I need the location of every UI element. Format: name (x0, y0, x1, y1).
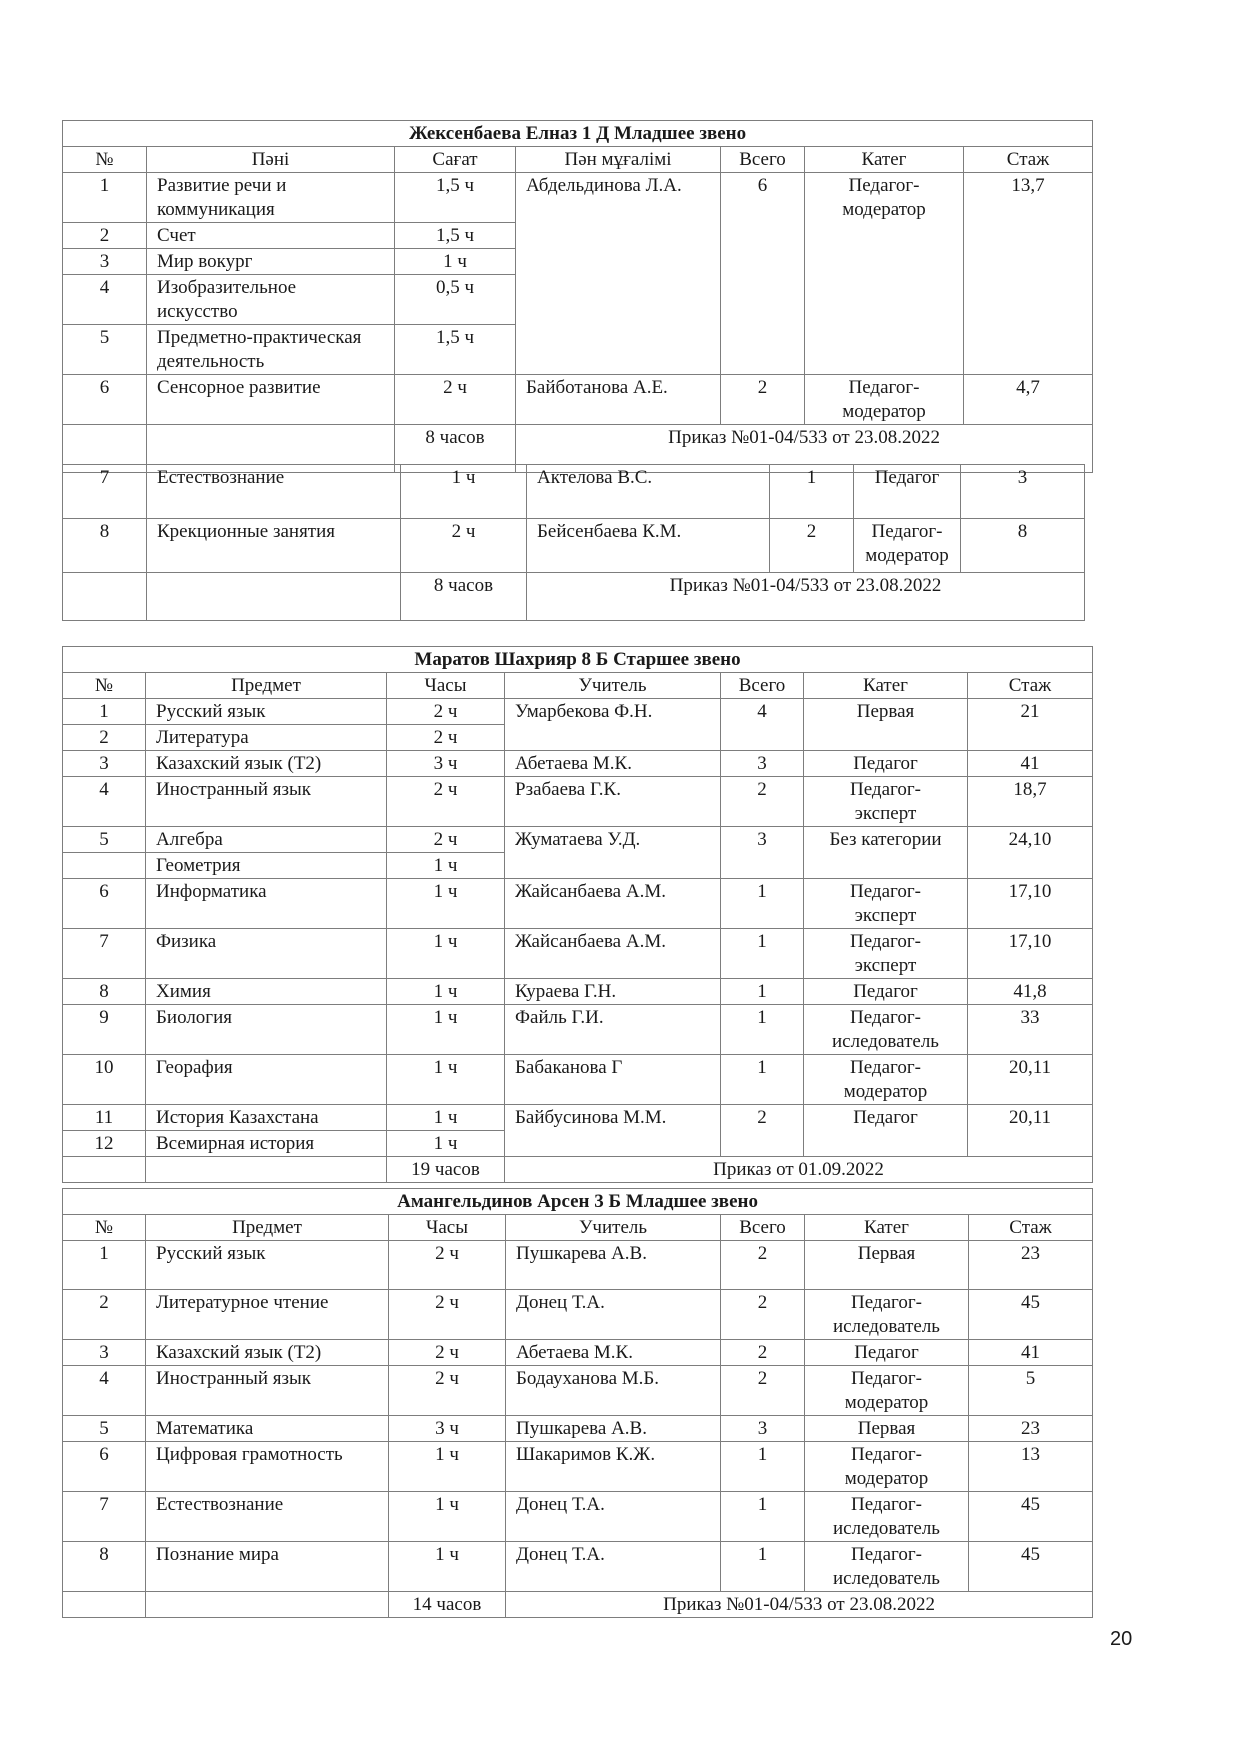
table-row (63, 699, 1093, 725)
teacher-cell: Шакаримов К.Ж. (506, 1442, 721, 1492)
subject-cell: Счет (147, 223, 395, 249)
total-row (63, 573, 1085, 621)
category-cell: Без категории (804, 827, 968, 879)
category-cell: Педагог- модератор (805, 1442, 969, 1492)
table-row (63, 1442, 1093, 1492)
hours-cell: 2 ч (389, 1366, 506, 1416)
header-number: № (63, 147, 147, 173)
table-row (63, 519, 1085, 573)
hours-cell: 1 ч (387, 1005, 505, 1055)
row-number: 9 (63, 1005, 146, 1055)
hours-total: 19 часов (387, 1157, 505, 1183)
hours-cell: 1 ч (387, 1055, 505, 1105)
row-number: 4 (63, 777, 146, 827)
teacher-cell: Актелова В.С. (527, 465, 770, 519)
total-cell: 6 (721, 173, 805, 375)
subject-cell: Математика (146, 1416, 389, 1442)
table-row (63, 879, 1093, 929)
subject-cell: История Казахстана (146, 1105, 387, 1131)
hours-cell: 1 ч (387, 929, 505, 979)
row-number: 7 (63, 465, 147, 519)
hours-cell: 2 ч (387, 827, 505, 853)
schedule-table-maratov (62, 646, 1093, 1183)
hours-cell: 1,5 ч (395, 173, 516, 223)
hours-cell: 2 ч (389, 1290, 506, 1340)
hours-cell: 2 ч (387, 725, 505, 751)
header-category: Катег (805, 1215, 969, 1241)
subject-cell: Георафия (146, 1055, 387, 1105)
hours-cell: 2 ч (387, 699, 505, 725)
row-number: 10 (63, 1055, 146, 1105)
subject-cell: Литературное чтение (146, 1290, 389, 1340)
category-cell: Первая (805, 1241, 969, 1290)
teacher-cell: Пушкарева А.В. (506, 1241, 721, 1290)
table-row (63, 1241, 1093, 1290)
row-number: 6 (63, 375, 147, 425)
row-number: 7 (63, 929, 146, 979)
row-number: 8 (63, 519, 147, 573)
row-number: 11 (63, 1105, 146, 1131)
table-row (63, 465, 1085, 519)
subject-cell: Мир вокург (147, 249, 395, 275)
teacher-cell: Жайсанбаева А.М. (505, 929, 721, 979)
header-total: Всего (721, 673, 804, 699)
total-cell: 1 (721, 1055, 804, 1105)
experience-cell: 23 (969, 1241, 1093, 1290)
table-row (63, 1105, 1093, 1131)
hours-cell: 1 ч (387, 879, 505, 929)
total-cell: 1 (721, 879, 804, 929)
category-cell: Педагог- иследователь (805, 1542, 969, 1592)
subject-cell: Физика (146, 929, 387, 979)
category-cell: Педагог- эксперт (804, 929, 968, 979)
experience-cell: 41 (969, 1340, 1093, 1366)
total-cell: 2 (721, 1290, 805, 1340)
row-number: 12 (63, 1131, 146, 1157)
header-number: № (63, 673, 146, 699)
table-row (63, 751, 1093, 777)
hours-total: 8 часов (395, 425, 516, 473)
table-row (63, 929, 1093, 979)
table-row (63, 777, 1093, 827)
schedule-table-zheksenbaeva-continued (62, 464, 1085, 621)
table-row (63, 1290, 1093, 1340)
category-cell: Педагог- модератор (805, 173, 964, 375)
category-cell: Педагог- модератор (854, 519, 961, 573)
row-number: 8 (63, 1542, 146, 1592)
experience-cell: 20,11 (968, 1105, 1093, 1157)
subject-cell: Иностранный язык (146, 777, 387, 827)
empty-cell (63, 573, 147, 621)
table-row (63, 1340, 1093, 1366)
schedule-table-zheksenbaeva (62, 120, 1093, 473)
hours-cell: 1 ч (387, 853, 505, 879)
subject-cell: Казахский язык (Т2) (146, 1340, 389, 1366)
teacher-cell: Байбусинова М.М. (505, 1105, 721, 1157)
header-experience: Стаж (968, 673, 1093, 699)
subject-cell: Предметно-практическая деятельность (147, 325, 395, 375)
header-subject: Предмет (146, 1215, 389, 1241)
teacher-cell: Бабаканова Г (505, 1055, 721, 1105)
experience-cell: 13,7 (964, 173, 1093, 375)
row-number: 8 (63, 979, 146, 1005)
row-number: 6 (63, 1442, 146, 1492)
header-row (63, 1215, 1093, 1241)
hours-cell: 1 ч (401, 465, 527, 519)
subject-cell: Изобразительное искусство (147, 275, 395, 325)
category-cell: Педагог (805, 1340, 969, 1366)
header-subject: Предмет (146, 673, 387, 699)
subject-cell: Информатика (146, 879, 387, 929)
experience-cell: 8 (961, 519, 1085, 573)
row-number: 4 (63, 1366, 146, 1416)
table-row (63, 375, 1093, 425)
teacher-cell: Жуматаева У.Д. (505, 827, 721, 879)
hours-cell: 2 ч (387, 777, 505, 827)
total-cell: 3 (721, 1416, 805, 1442)
experience-cell: 20,11 (968, 1055, 1093, 1105)
row-number: 4 (63, 275, 147, 325)
empty-cell (147, 573, 401, 621)
header-category: Катег (805, 147, 964, 173)
row-number: 5 (63, 325, 147, 375)
empty-cell (63, 1157, 146, 1183)
category-cell: Педагог- модератор (804, 1055, 968, 1105)
category-cell: Педагог- иследователь (804, 1005, 968, 1055)
hours-cell: 0,5 ч (395, 275, 516, 325)
row-number: 2 (63, 725, 146, 751)
header-teacher: Учитель (505, 673, 721, 699)
hours-cell: 1,5 ч (395, 325, 516, 375)
header-row (63, 147, 1093, 173)
hours-cell: 2 ч (401, 519, 527, 573)
empty-cell (63, 1592, 146, 1618)
category-cell: Первая (805, 1416, 969, 1442)
teacher-cell: Абетаева М.К. (506, 1340, 721, 1366)
order-reference: Приказ №01-04/533 от 23.08.2022 (516, 425, 1093, 473)
teacher-cell: Абдельдинова Л.А. (516, 173, 721, 375)
experience-cell: 17,10 (968, 879, 1093, 929)
hours-cell: 1 ч (387, 979, 505, 1005)
hours-cell: 1 ч (389, 1542, 506, 1592)
total-cell: 2 (721, 1340, 805, 1366)
total-cell: 1 (721, 979, 804, 1005)
hours-cell: 2 ч (389, 1340, 506, 1366)
order-reference: Приказ от 01.09.2022 (505, 1157, 1093, 1183)
row-number: 3 (63, 1340, 146, 1366)
experience-cell: 24,10 (968, 827, 1093, 879)
header-total: Всего (721, 147, 805, 173)
category-cell: Первая (804, 699, 968, 751)
header-experience: Стаж (964, 147, 1093, 173)
experience-cell: 33 (968, 1005, 1093, 1055)
teacher-cell: Пушкарева А.В. (506, 1416, 721, 1442)
row-number: 7 (63, 1492, 146, 1542)
table-row (63, 1416, 1093, 1442)
experience-cell: 45 (969, 1290, 1093, 1340)
teacher-cell: Умарбекова Ф.Н. (505, 699, 721, 751)
row-number: 1 (63, 1241, 146, 1290)
row-number: 3 (63, 751, 146, 777)
header-teacher: Учитель (506, 1215, 721, 1241)
subject-cell: Цифровая грамотность (146, 1442, 389, 1492)
order-reference: Приказ №01-04/533 от 23.08.2022 (527, 573, 1085, 621)
hours-cell: 1 ч (387, 1105, 505, 1131)
total-cell: 1 (721, 1492, 805, 1542)
header-hours: Часы (389, 1215, 506, 1241)
total-cell: 2 (721, 1241, 805, 1290)
teacher-cell: Жайсанбаева А.М. (505, 879, 721, 929)
empty-cell (146, 1592, 389, 1618)
category-cell: Педагог (804, 979, 968, 1005)
table-row (63, 1492, 1093, 1542)
total-cell: 2 (770, 519, 854, 573)
header-experience: Стаж (969, 1215, 1093, 1241)
row-number: 1 (63, 173, 147, 223)
hours-cell: 2 ч (395, 375, 516, 425)
teacher-cell: Бодауханова М.Б. (506, 1366, 721, 1416)
category-cell: Педагог (804, 751, 968, 777)
table-row (63, 1005, 1093, 1055)
table-row (63, 1542, 1093, 1592)
subject-cell: Всемирная история (146, 1131, 387, 1157)
table-title: Жексенбаева Елназ 1 Д Младшее звено (63, 121, 1093, 147)
row-number: 3 (63, 249, 147, 275)
hours-cell: 1 ч (387, 1131, 505, 1157)
hours-cell: 3 ч (389, 1416, 506, 1442)
row-number: 6 (63, 879, 146, 929)
teacher-cell: Донец Т.А. (506, 1492, 721, 1542)
experience-cell: 3 (961, 465, 1085, 519)
experience-cell: 41 (968, 751, 1093, 777)
empty-cell (146, 1157, 387, 1183)
header-category: Катег (804, 673, 968, 699)
table-row (63, 979, 1093, 1005)
category-cell: Педагог- эксперт (804, 879, 968, 929)
teacher-cell: Донец Т.А. (506, 1290, 721, 1340)
row-number: 2 (63, 1290, 146, 1340)
total-cell: 1 (721, 929, 804, 979)
total-cell: 1 (770, 465, 854, 519)
page-number: 20 (1110, 1628, 1133, 1650)
hours-cell: 1 ч (395, 249, 516, 275)
table-title: Маратов Шахрияр 8 Б Старшее звено (63, 647, 1093, 673)
total-cell: 3 (721, 751, 804, 777)
table-row (63, 827, 1093, 853)
hours-cell: 1 ч (389, 1442, 506, 1492)
header-number: № (63, 1215, 146, 1241)
subject-cell: Сенсорное развитие (147, 375, 395, 425)
subject-cell: Казахский язык (Т2) (146, 751, 387, 777)
row-number: 2 (63, 223, 147, 249)
subject-cell: Познание мира (146, 1542, 389, 1592)
header-subject: Пәні (147, 147, 395, 173)
category-cell: Педагог- модератор (805, 1366, 969, 1416)
teacher-cell: Бейсенбаева К.М. (527, 519, 770, 573)
experience-cell: 17,10 (968, 929, 1093, 979)
total-row (63, 1157, 1093, 1183)
total-cell: 2 (721, 1105, 804, 1157)
total-cell: 2 (721, 375, 805, 425)
category-cell: Педагог (804, 1105, 968, 1157)
subject-cell: Геометрия (146, 853, 387, 879)
category-cell: Педагог (854, 465, 961, 519)
header-hours: Сағат (395, 147, 516, 173)
teacher-cell: Байботанова А.Е. (516, 375, 721, 425)
experience-cell: 13 (969, 1442, 1093, 1492)
total-cell: 3 (721, 827, 804, 879)
category-cell: Педагог- иследователь (805, 1290, 969, 1340)
table-title: Амангельдинов Арсен 3 Б Младшее звено (63, 1189, 1093, 1215)
subject-cell: Естествознание (146, 1492, 389, 1542)
subject-cell: Алгебра (146, 827, 387, 853)
total-cell: 1 (721, 1005, 804, 1055)
subject-cell: Естествознание (147, 465, 401, 519)
experience-cell: 4,7 (964, 375, 1093, 425)
teacher-cell: Рзабаева Г.К. (505, 777, 721, 827)
subject-cell: Литература (146, 725, 387, 751)
subject-cell: Биология (146, 1005, 387, 1055)
header-hours: Часы (387, 673, 505, 699)
table-row (63, 1366, 1093, 1416)
category-cell: Педагог- эксперт (804, 777, 968, 827)
experience-cell: 45 (969, 1492, 1093, 1542)
subject-cell: Крекционные занятия (147, 519, 401, 573)
table-row (63, 173, 1093, 223)
experience-cell: 45 (969, 1542, 1093, 1592)
schedule-table-amangeldinov (62, 1188, 1093, 1618)
header-total: Всего (721, 1215, 805, 1241)
hours-total: 14 часов (389, 1592, 506, 1618)
row-number: 5 (63, 1416, 146, 1442)
subject-cell: Русский язык (146, 699, 387, 725)
hours-cell: 1 ч (389, 1492, 506, 1542)
total-cell: 2 (721, 1366, 805, 1416)
subject-cell: Развитие речи и коммуникация (147, 173, 395, 223)
category-cell: Педагог- иследователь (805, 1492, 969, 1542)
teacher-cell: Донец Т.А. (506, 1542, 721, 1592)
category-cell: Педагог- модератор (805, 375, 964, 425)
total-cell: 4 (721, 699, 804, 751)
experience-cell: 5 (969, 1366, 1093, 1416)
hours-cell: 3 ч (387, 751, 505, 777)
experience-cell: 23 (969, 1416, 1093, 1442)
hours-cell: 1,5 ч (395, 223, 516, 249)
table-row (63, 1055, 1093, 1105)
header-row (63, 673, 1093, 699)
hours-cell: 2 ч (389, 1241, 506, 1290)
total-row (63, 1592, 1093, 1618)
header-teacher: Пән мұғалімі (516, 147, 721, 173)
experience-cell: 18,7 (968, 777, 1093, 827)
row-number (63, 853, 146, 879)
total-cell: 1 (721, 1542, 805, 1592)
subject-cell: Химия (146, 979, 387, 1005)
row-number: 1 (63, 699, 146, 725)
teacher-cell: Файль Г.И. (505, 1005, 721, 1055)
experience-cell: 21 (968, 699, 1093, 751)
row-number: 5 (63, 827, 146, 853)
total-cell: 2 (721, 777, 804, 827)
subject-cell: Русский язык (146, 1241, 389, 1290)
experience-cell: 41,8 (968, 979, 1093, 1005)
subject-cell: Иностранный язык (146, 1366, 389, 1416)
total-cell: 1 (721, 1442, 805, 1492)
teacher-cell: Кураева Г.Н. (505, 979, 721, 1005)
order-reference: Приказ №01-04/533 от 23.08.2022 (506, 1592, 1093, 1618)
hours-total: 8 часов (401, 573, 527, 621)
teacher-cell: Абетаева М.К. (505, 751, 721, 777)
